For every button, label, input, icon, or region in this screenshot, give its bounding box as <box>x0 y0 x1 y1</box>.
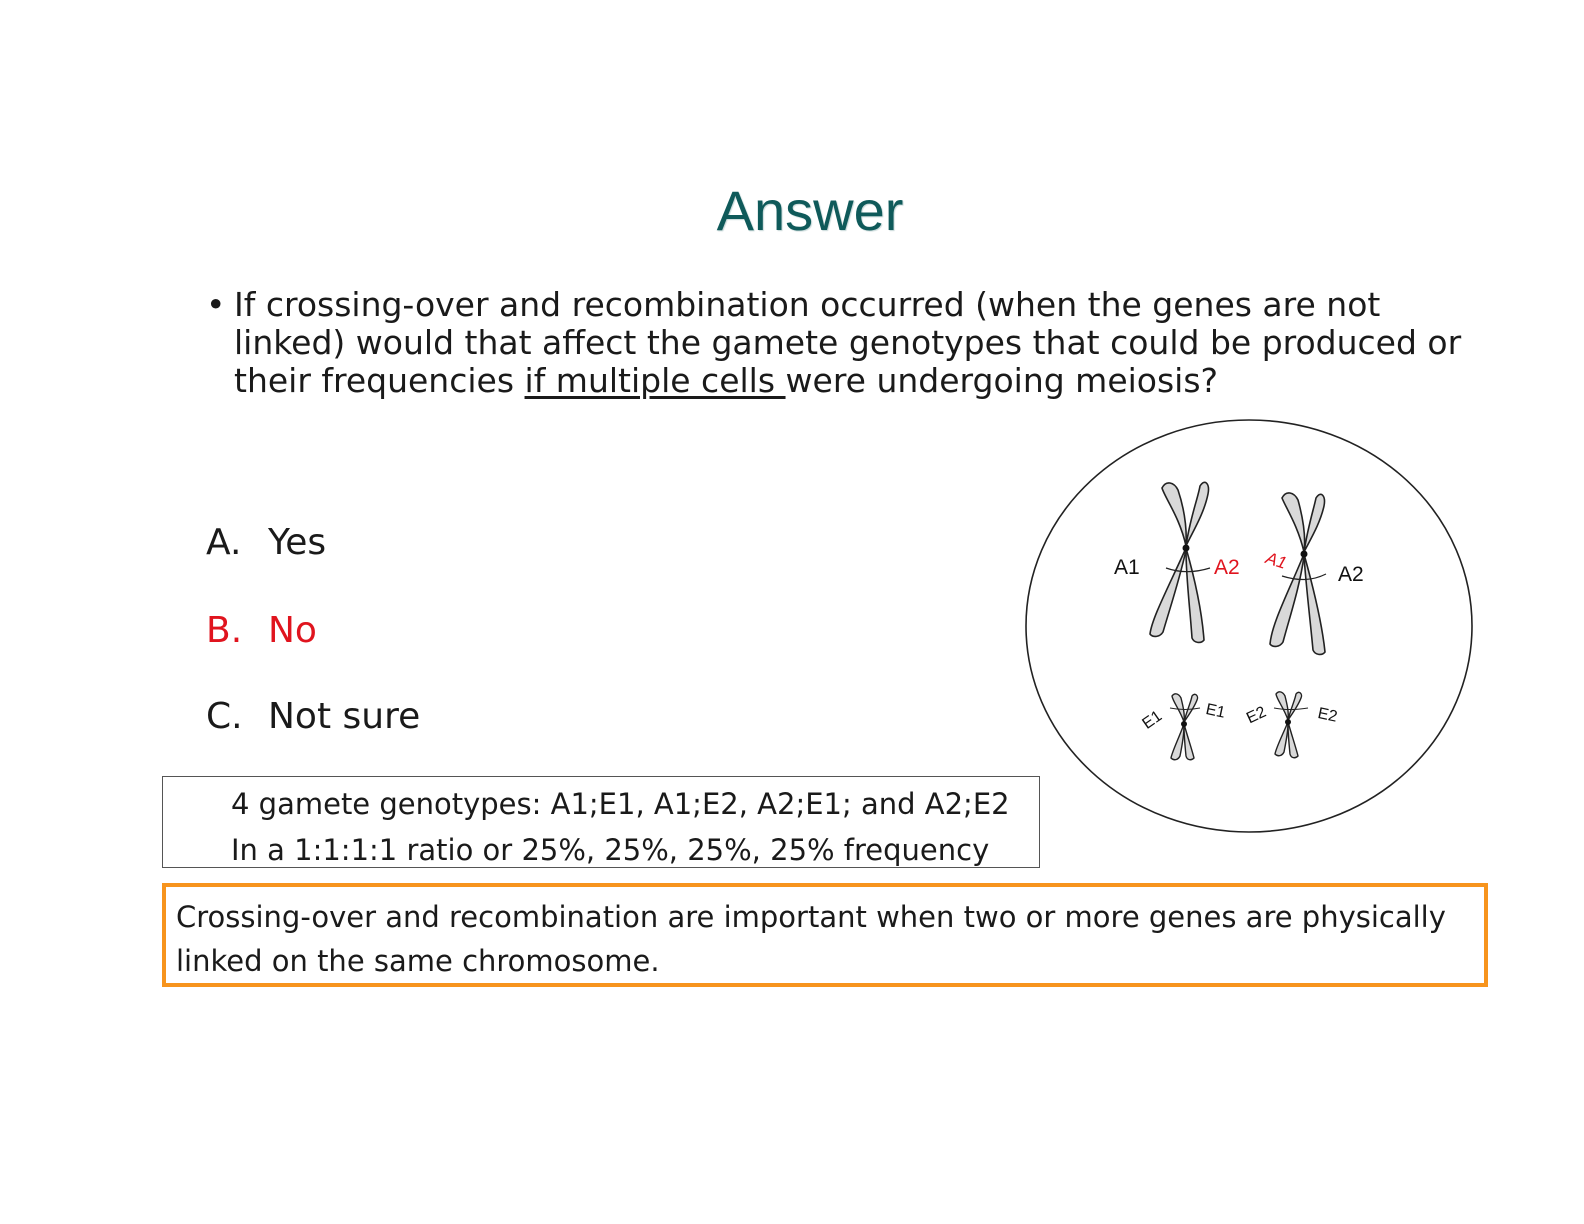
genotype-line-1: 4 gamete genotypes: A1;E1, A1;E2, A2;E1; and A2;E2 <box>231 787 1010 821</box>
genotype-line-2: In a 1:1:1:1 ratio or 25%, 25%, 25%, 25% frequency <box>231 833 990 867</box>
label-a2-left: A2 <box>1214 556 1240 579</box>
chromosome-a-left <box>1150 482 1210 642</box>
bullet-icon: • <box>206 285 226 324</box>
question-bullet-point <box>206 286 1486 400</box>
chromosome-e-right <box>1274 692 1308 758</box>
option-c[interactable] <box>206 696 420 737</box>
option-a[interactable] <box>206 522 326 563</box>
question-text <box>234 286 1486 400</box>
option-c-label: Not sure <box>268 696 421 737</box>
genotype-summary-box <box>162 776 1040 868</box>
option-b-letter: B. <box>206 610 243 651</box>
note-line-2: linked on the same chromosome. <box>176 944 660 978</box>
label-e1-left: E1 <box>1139 707 1166 733</box>
label-a1-left: A1 <box>1114 556 1140 579</box>
label-a1-right: A1 <box>1263 548 1290 573</box>
chromosome-a-right <box>1270 493 1326 655</box>
option-b[interactable] <box>206 610 317 651</box>
label-e2-right: E2 <box>1316 705 1339 726</box>
cell-membrane <box>1026 420 1472 832</box>
label-e2-left: E2 <box>1243 703 1269 728</box>
cell-diagram <box>1020 418 1480 838</box>
question-text-underlined: if multiple cells <box>524 361 786 400</box>
option-a-label: Yes <box>268 522 327 563</box>
question-text-end: were undergoing meiosis? <box>785 361 1219 400</box>
highlighted-note-box <box>162 883 1488 987</box>
page-title: Answer <box>716 179 904 242</box>
note-line-1: Crossing-over and recombination are important when two or more genes are physically <box>176 900 1446 934</box>
option-b-label: No <box>268 610 317 651</box>
question-text-start: If crossing-over and recombination occurred (when the genes are not linked) would that affect the gamete genotypes that could be produced or their frequencies <box>234 285 1462 400</box>
cell-diagram-svg <box>1020 418 1480 838</box>
label-a2-right: A2 <box>1338 563 1364 586</box>
chromosome-e-left <box>1170 694 1200 760</box>
option-a-letter: A. <box>206 522 242 563</box>
option-c-letter: C. <box>206 696 243 737</box>
label-e1-right: E1 <box>1204 701 1227 722</box>
